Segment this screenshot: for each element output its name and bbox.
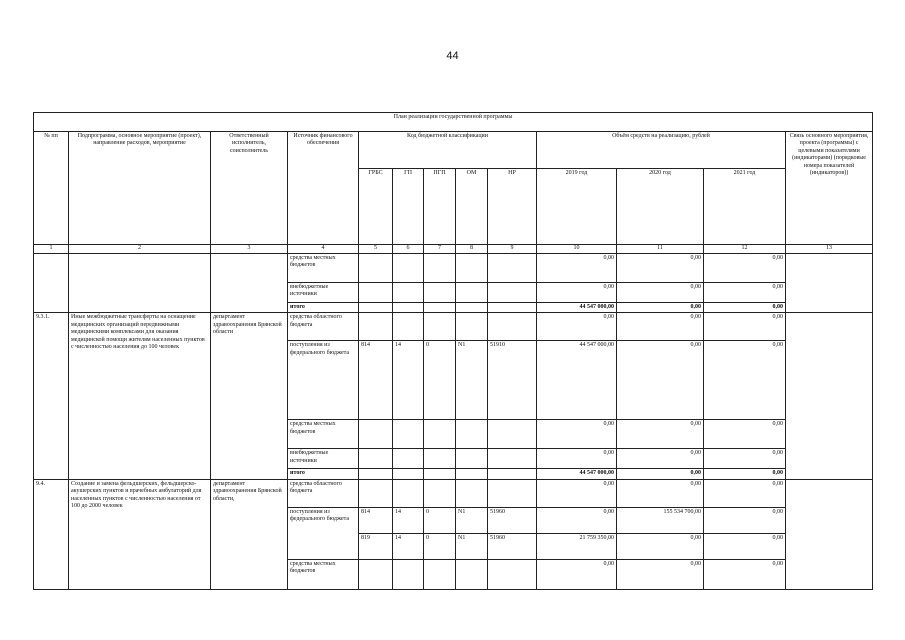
cell-2021: 0,00 (704, 449, 786, 469)
cell-2020: 0,00 (617, 469, 704, 479)
cell-executor: департамент здравоохранения Брянской области (211, 313, 288, 479)
cell-2019: 0,00 (537, 507, 617, 533)
cell-num: 9.3.1. (34, 313, 69, 479)
cell-source: средства областного бюджета (288, 479, 359, 507)
cell-2020: 0,00 (617, 254, 704, 283)
table-row (34, 313, 873, 341)
cell-source: поступления из федерального бюджета (288, 507, 359, 559)
cell-2020: 0,00 (617, 313, 704, 341)
cell-source: средства областного бюджета (288, 313, 359, 341)
header-2020: 2020 год (617, 169, 704, 245)
header-name: Подпрограмма, основное мероприятие (проект), направление расходов, мероприятие (69, 132, 211, 245)
cell-2021: 0,00 (704, 283, 786, 303)
cell-2021: 0,00 (704, 303, 786, 313)
cell-2021: 0,00 (704, 420, 786, 449)
cell-2019: 44 547 000,00 (537, 303, 617, 313)
plan-table (33, 112, 873, 590)
cell-2019: 44 547 000,00 (537, 341, 617, 420)
cell-pgp: 0 (424, 341, 456, 420)
cell-om: N1 (456, 533, 488, 559)
header-executor: Ответственный исполнитель, соисполнитель (211, 132, 288, 245)
cell-pgp: 0 (424, 533, 456, 559)
cell-source: итого (288, 303, 359, 313)
cell-link (786, 479, 873, 589)
column-number: 3 (211, 245, 288, 254)
cell-2021: 0,00 (704, 469, 786, 479)
column-number: 10 (537, 245, 617, 254)
cell-np: 51960 (488, 507, 537, 533)
cell-name (69, 254, 211, 313)
cell-2020: 0,00 (617, 283, 704, 303)
cell-grbs: 814 (359, 507, 393, 533)
cell-2021: 0,00 (704, 559, 786, 589)
cell-gp: 14 (393, 507, 424, 533)
header-pgp: ПГП (424, 169, 456, 245)
cell-2020: 0,00 (617, 420, 704, 449)
cell-2021: 0,00 (704, 533, 786, 559)
cell-source: средства местных бюджетов (288, 559, 359, 589)
cell-2019: 0,00 (537, 449, 617, 469)
header-budget-code: Код бюджетной классификации (359, 132, 537, 169)
column-number: 12 (704, 245, 786, 254)
cell-num: 9.4. (34, 479, 69, 589)
cell-grbs: 819 (359, 533, 393, 559)
table-title: План реализации государственной программы (34, 113, 873, 132)
cell-om: N1 (456, 507, 488, 533)
column-number: 7 (424, 245, 456, 254)
cell-2019: 0,00 (537, 559, 617, 589)
column-number: 5 (359, 245, 393, 254)
cell-2019: 0,00 (537, 420, 617, 449)
cell-name: Иные межбюджетные трансферты на оснащение медицинских организаций передвижными медицинскими комплексами для оказания медицинской помощи жителям населенных пунктов с численностью населения до 100 человек (69, 313, 211, 479)
column-number: 1 (34, 245, 69, 254)
table-row (34, 479, 873, 507)
header-grbs: ГРБС (359, 169, 393, 245)
column-number: 6 (393, 245, 424, 254)
column-number: 8 (456, 245, 488, 254)
page-number: 44 (446, 50, 459, 62)
cell-source: средства местных бюджетов (288, 420, 359, 449)
cell-2021: 0,00 (704, 507, 786, 533)
cell-executor (211, 254, 288, 313)
cell-2020: 0,00 (617, 533, 704, 559)
cell-om: N1 (456, 341, 488, 420)
cell-name: Создание и замена фельдшерских, фельдшерско-акушерских пунктов и врачебных амбулаторий для населенных пунктов с численностью населения от 100 до 2000 человек (69, 479, 211, 589)
cell-np: 51960 (488, 533, 537, 559)
header-om: ОМ (456, 169, 488, 245)
cell-2021: 0,00 (704, 341, 786, 420)
column-number: 11 (617, 245, 704, 254)
header-num: № пп (34, 132, 69, 245)
column-number: 13 (786, 245, 873, 254)
cell-source: внебюджетные источники (288, 283, 359, 303)
header-link: Связь основного мероприятия, проекта (программы) с целевыми показателями (индикаторами) (порядковые номера показателей (индикаторов)) (786, 132, 873, 245)
table-row (34, 254, 873, 283)
cell-link (786, 313, 873, 479)
cell-2019: 21 759 350,00 (537, 533, 617, 559)
cell-gp: 14 (393, 341, 424, 420)
cell-source: итого (288, 469, 359, 479)
cell-2020: 0,00 (617, 341, 704, 420)
header-2019: 2019 год (537, 169, 617, 245)
cell-2021: 0,00 (704, 313, 786, 341)
cell-2021: 0,00 (704, 479, 786, 507)
cell-np: 51910 (488, 341, 537, 420)
header-gp: ГП (393, 169, 424, 245)
header-volume: Объём средств на реализацию, рублей (537, 132, 786, 169)
cell-2019: 0,00 (537, 479, 617, 507)
cell-2020: 0,00 (617, 559, 704, 589)
cell-2019: 44 547 000,00 (537, 469, 617, 479)
header-row (34, 132, 873, 169)
cell-2020: 0,00 (617, 479, 704, 507)
column-numbers-row (34, 245, 873, 254)
cell-source: внебюджетные источники (288, 449, 359, 469)
cell-source: поступления из федерального бюджета (288, 341, 359, 420)
cell-link (786, 254, 873, 313)
table-title-row (34, 113, 873, 132)
cell-2020: 0,00 (617, 449, 704, 469)
column-number: 9 (488, 245, 537, 254)
cell-2020: 0,00 (617, 303, 704, 313)
cell-grbs: 814 (359, 341, 393, 420)
cell-gp: 14 (393, 533, 424, 559)
cell-2019: 0,00 (537, 283, 617, 303)
cell-2019: 0,00 (537, 254, 617, 283)
header-np: НР (488, 169, 537, 245)
cell-num (34, 254, 69, 313)
cell-2019: 0,00 (537, 313, 617, 341)
cell-executor: департамент здравоохранения Брянской области, (211, 479, 288, 589)
column-number: 2 (69, 245, 211, 254)
column-number: 4 (288, 245, 359, 254)
cell-pgp: 0 (424, 507, 456, 533)
header-source: Источник финансового обеспечения (288, 132, 359, 245)
cell-source: средства местных бюджетов (288, 254, 359, 283)
header-2021: 2021 год (704, 169, 786, 245)
cell-2020: 155 534 700,00 (617, 507, 704, 533)
cell-2021: 0,00 (704, 254, 786, 283)
